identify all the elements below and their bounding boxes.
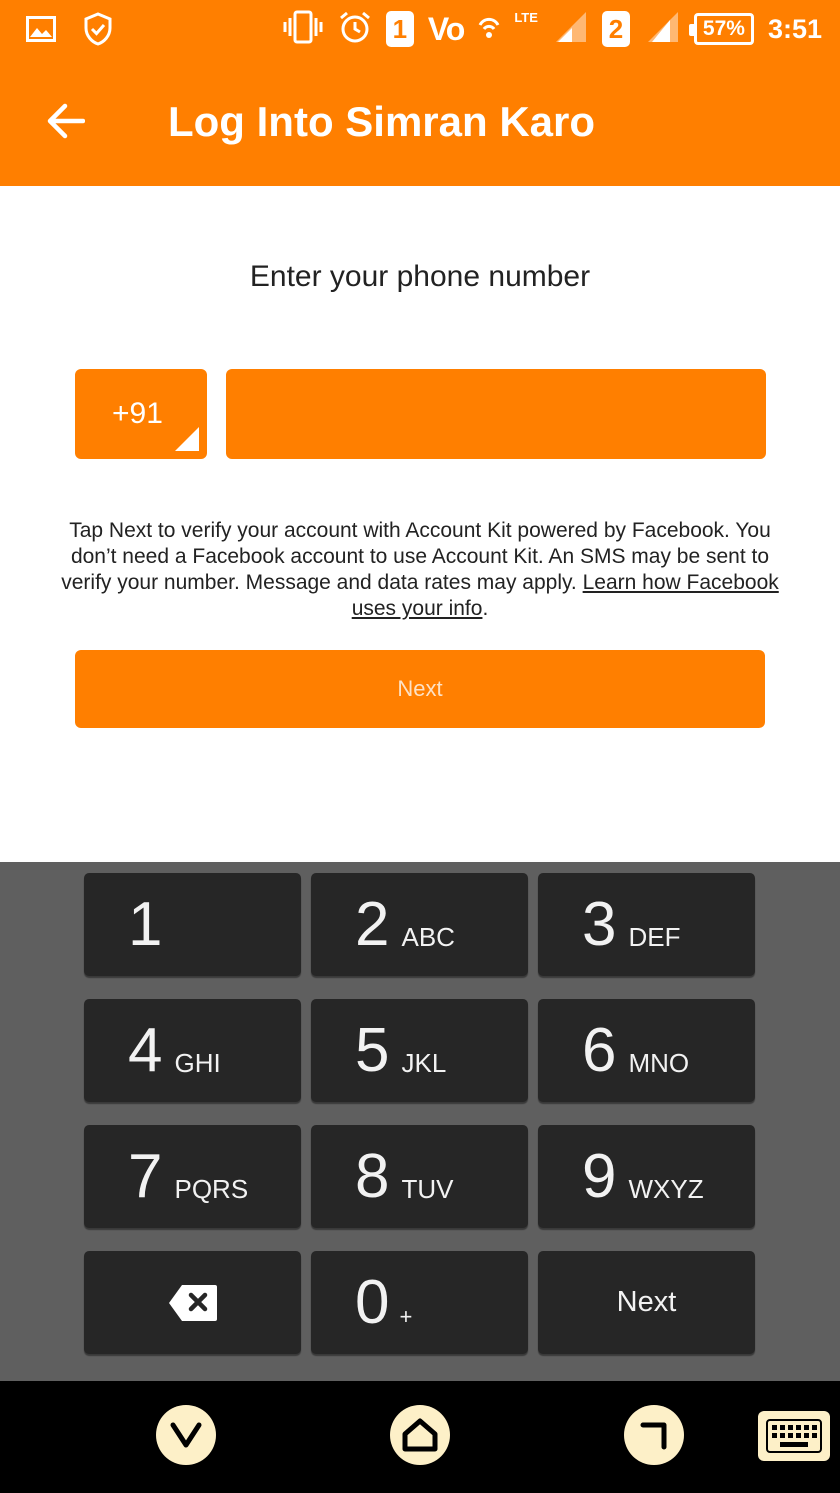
status-bar [0, 0, 840, 62]
shield-check-icon [84, 12, 112, 51]
navigation-bar [0, 1381, 840, 1493]
dropdown-corner-icon [175, 427, 199, 451]
nav-home-button[interactable] [390, 1405, 450, 1465]
battery-indicator: 57% [694, 13, 754, 45]
key-digit: 8 [355, 1142, 390, 1211]
recents-icon [638, 1419, 670, 1451]
alarm-icon [338, 10, 372, 49]
clock: 3:51 [767, 13, 822, 44]
nav-back-button[interactable] [156, 1405, 216, 1465]
backspace-icon [168, 1284, 218, 1322]
next-button[interactable]: Next [75, 650, 765, 728]
key-letters: GHI [174, 1048, 221, 1078]
key-0[interactable] [311, 1251, 528, 1354]
backspace-key[interactable] [84, 1251, 301, 1354]
country-code-label: +91 [112, 397, 163, 430]
phone-number-input[interactable] [226, 369, 766, 459]
disclaimer-text: Tap Next to verify your account with Account Kit powered by Facebook. You don’t need a Facebook account to use Account Kit. An SMS may be sent to verify your number. Message and data rates may apply. [61, 519, 771, 594]
lte-label: LTE [514, 9, 538, 25]
key-2[interactable] [311, 873, 528, 976]
volte-label: Vo [427, 10, 465, 47]
sim1-badge: 1 [386, 11, 414, 47]
disclaimer [60, 518, 780, 622]
key-5[interactable] [311, 999, 528, 1102]
country-code-selector[interactable] [75, 369, 207, 459]
key-letters: + [399, 1303, 413, 1329]
key-letters: ABC [401, 922, 455, 952]
key-letters: WXYZ [628, 1174, 704, 1204]
key-digit: 7 [128, 1142, 163, 1211]
key-digit: 1 [128, 890, 163, 959]
key-letters: DEF [628, 922, 681, 952]
keyboard-icon [766, 1419, 822, 1453]
key-digit: 6 [582, 1016, 617, 1085]
app-bar [0, 62, 840, 186]
key-digit: 4 [128, 1016, 163, 1085]
nav-recents-button[interactable] [624, 1405, 684, 1465]
sim2-badge: 2 [602, 11, 630, 47]
wifi-calling-icon [478, 13, 500, 46]
signal-icon-sim2 [644, 10, 680, 49]
arrow-left-icon [45, 103, 85, 139]
signal-icon-sim1 [552, 10, 588, 49]
home-icon [401, 1417, 439, 1453]
key-letters: MNO [628, 1048, 690, 1078]
key-9[interactable] [538, 1125, 755, 1228]
key-digit: 3 [582, 890, 617, 959]
key-4[interactable] [84, 999, 301, 1102]
key-letters: TUV [401, 1174, 454, 1204]
gallery-icon [26, 16, 56, 47]
keypad-next-label: Next [616, 1286, 677, 1318]
phone-heading: Enter your phone number [249, 260, 591, 293]
chevron-down-icon [169, 1420, 203, 1450]
key-letters: PQRS [174, 1174, 249, 1204]
page-title: Log Into Simran Karo [168, 98, 596, 145]
numeric-keypad [0, 862, 840, 1381]
key-7[interactable] [84, 1125, 301, 1228]
vibrate-icon [282, 10, 324, 49]
key-3[interactable] [538, 873, 755, 976]
key-1[interactable] [84, 873, 301, 976]
learn-more-link[interactable]: Learn how Facebook uses your info [351, 571, 779, 620]
disclaimer-end: . [482, 597, 489, 620]
key-8[interactable] [311, 1125, 528, 1228]
keyboard-switch-button[interactable] [758, 1411, 830, 1461]
key-digit: 9 [582, 1142, 617, 1211]
key-digit: 0 [355, 1268, 390, 1337]
keypad-next-key[interactable] [538, 1251, 755, 1354]
key-6[interactable] [538, 999, 755, 1102]
key-digit: 2 [355, 890, 390, 959]
key-letters: JKL [401, 1048, 447, 1078]
back-button[interactable] [40, 96, 90, 146]
key-digit: 5 [355, 1016, 390, 1085]
